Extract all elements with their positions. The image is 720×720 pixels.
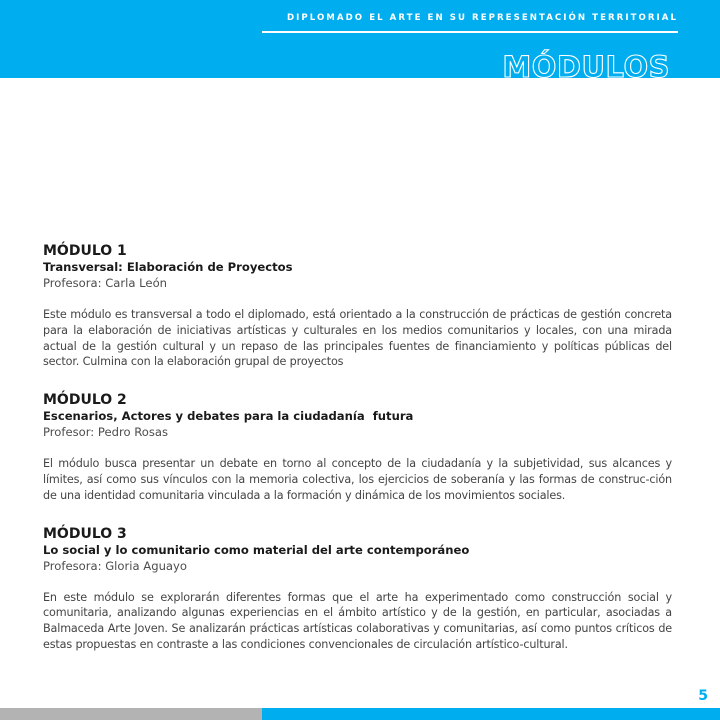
module-title: Lo social y lo comunitario como material del arte contemporáneo	[43, 542, 470, 557]
modules-list	[43, 243, 672, 653]
module-teacher: Profesor: Pedro Rosas	[43, 425, 169, 440]
module-description: Este módulo es transversal a todo el diplomado, está orientado a la construcción de prácticas de gestión concreta para la elaboración de iniciativas artísticas y culturales en los medios comunitarios y locales, con una mirada actual de la gestión cultural y un repaso de las principales fuentes de financiamiento y políticas públicas del sector. Culmina con la elaboración grupal de proyectos	[43, 308, 672, 369]
footer-bar-grey	[0, 708, 262, 720]
module-teacher: Profesora: Gloria Aguayo	[43, 558, 187, 573]
program-title: DIPLOMADO EL ARTE EN SU REPRESENTACIÓN TERRITORIAL	[286, 13, 678, 23]
module-label: MÓDULO 3	[43, 525, 127, 542]
module-title: Escenarios, Actores y debates para la ciudadanía futura	[43, 409, 414, 424]
header-band	[0, 0, 720, 78]
module-1	[43, 243, 672, 370]
section-title: MÓDULOS	[502, 50, 670, 78]
footer-bar-blue	[262, 708, 720, 720]
page-number: 5	[698, 688, 708, 704]
module-3	[43, 526, 672, 653]
module-description: El módulo busca presentar un debate en torno al concepto de la ciudadanía y la subjetividad, sus alcances y límites, así como sus vínculos con la memoria colectiva, los ejercicios de soberanía y las formas de construc-ción de una identidad comunitaria vinculada a la formación y dinámica de los movimientos sociales.	[43, 457, 672, 502]
header-divider	[262, 31, 678, 33]
module-title: Transversal: Elaboración de Proyectos	[43, 260, 293, 274]
module-label: MÓDULO 2	[43, 392, 127, 409]
module-teacher: Profesora: Carla León	[43, 276, 168, 290]
module-2	[43, 392, 672, 503]
module-description: En este módulo se explorarán diferentes formas que el arte ha experimentado como construcción social y comunitaria, analizando algunas experiencias en el ámbito artístico y de la gestión, en particular, asociadas a Balmaceda Arte Joven. Se analizarán prácticas artísticas colaborativas y comunitarias, así como puntos críticos de estas propuestas en contraste a las condiciones convencionales de circulación artístico-cultural.	[43, 590, 672, 651]
module-label: MÓDULO 1	[43, 243, 127, 259]
